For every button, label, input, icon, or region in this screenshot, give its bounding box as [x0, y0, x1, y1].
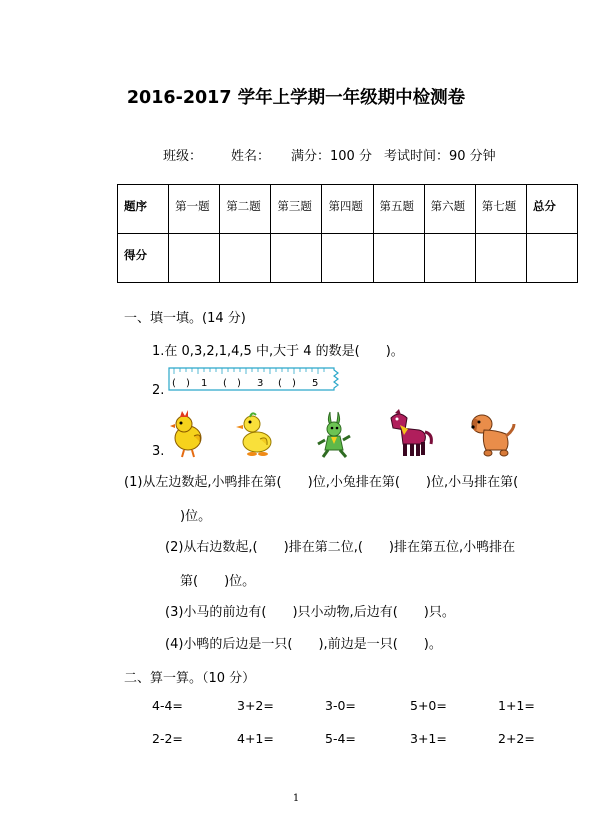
section2-heading: 二、算一算。（10 分） — [124, 671, 256, 686]
page-title: 2016-2017 学年上学期一年级期中检测卷 — [126, 88, 466, 108]
horse-icon — [383, 408, 435, 460]
score-input-cell[interactable] — [526, 234, 577, 283]
duck-icon — [230, 408, 282, 460]
ruler-mark: 5 — [312, 378, 319, 389]
table-cell: 得分 — [118, 234, 169, 283]
calc-item: 5+0= — [410, 698, 447, 713]
question-1: 1.在 0,3,2,1,4,5 中,大于 4 的数是( )。 — [152, 344, 404, 359]
ruler-mark: 1 — [201, 378, 208, 389]
table-cell: 第五题 — [373, 185, 424, 234]
full-score-label: 满分：100 分 — [291, 149, 372, 164]
table-cell: 第七题 — [475, 185, 526, 234]
score-input-cell[interactable] — [475, 234, 526, 283]
table-row — [118, 234, 578, 283]
table-cell: 第二题 — [220, 185, 271, 234]
ruler-mark: ( — [223, 378, 227, 389]
sub-question-2-b: 第( )位。 — [180, 574, 256, 589]
class-label: 班级： — [163, 149, 203, 164]
rabbit-icon — [308, 408, 360, 460]
table-cell: 第三题 — [271, 185, 322, 234]
calc-item: 3-0= — [325, 698, 356, 713]
score-input-cell[interactable] — [424, 234, 475, 283]
score-input-cell[interactable] — [220, 234, 271, 283]
table-row — [118, 185, 578, 234]
ruler-mark: ( — [278, 378, 282, 389]
table-cell: 总分 — [526, 185, 577, 234]
name-label: 姓名： — [231, 149, 271, 164]
calc-item: 4+1= — [237, 731, 274, 746]
score-input-cell[interactable] — [271, 234, 322, 283]
exam-time-label: 考试时间：90 分钟 — [384, 149, 496, 164]
sub-question-1-b: )位。 — [180, 509, 212, 524]
table-cell: 第一题 — [169, 185, 220, 234]
ruler-mark: ) — [292, 378, 296, 389]
sub-question-4: (4)小鸭的后边是一只( ),前边是一只( )。 — [165, 637, 442, 652]
ruler-mark: ( — [172, 378, 176, 389]
chick-icon — [162, 408, 214, 460]
calc-item: 3+1= — [410, 731, 447, 746]
ruler-mark: ) — [237, 378, 241, 389]
calc-item: 1+1= — [498, 698, 535, 713]
ruler-icon — [168, 364, 342, 392]
question-2-number: 2. — [152, 383, 165, 398]
dog-icon — [466, 408, 518, 460]
table-cell: 第四题 — [322, 185, 373, 234]
ruler-mark: ) — [186, 378, 190, 389]
table-cell: 第六题 — [424, 185, 475, 234]
score-table — [117, 184, 578, 283]
calc-item: 5-4= — [325, 731, 356, 746]
score-input-cell[interactable] — [322, 234, 373, 283]
calc-item: 3+2= — [237, 698, 274, 713]
section1-heading: 一、填一填。(14 分) — [124, 311, 246, 326]
sub-question-3: (3)小马的前边有( )只小动物,后边有( )只。 — [165, 605, 455, 620]
ruler-mark: 3 — [257, 378, 264, 389]
calc-item: 2+2= — [498, 731, 535, 746]
score-input-cell[interactable] — [373, 234, 424, 283]
page-number: 1 — [292, 793, 300, 804]
sub-question-1-a: (1)从左边数起,小鸭排在第( )位,小兔排在第( )位,小马排在第( — [124, 475, 519, 490]
table-cell: 题序 — [118, 185, 169, 234]
score-input-cell[interactable] — [169, 234, 220, 283]
calc-item: 2-2= — [152, 731, 183, 746]
question-3-number: 3. — [152, 444, 165, 459]
sub-question-2-a: (2)从右边数起,( )排在第二位,( )排在第五位,小鸭排在 — [165, 540, 516, 555]
calc-item: 4-4= — [152, 698, 183, 713]
